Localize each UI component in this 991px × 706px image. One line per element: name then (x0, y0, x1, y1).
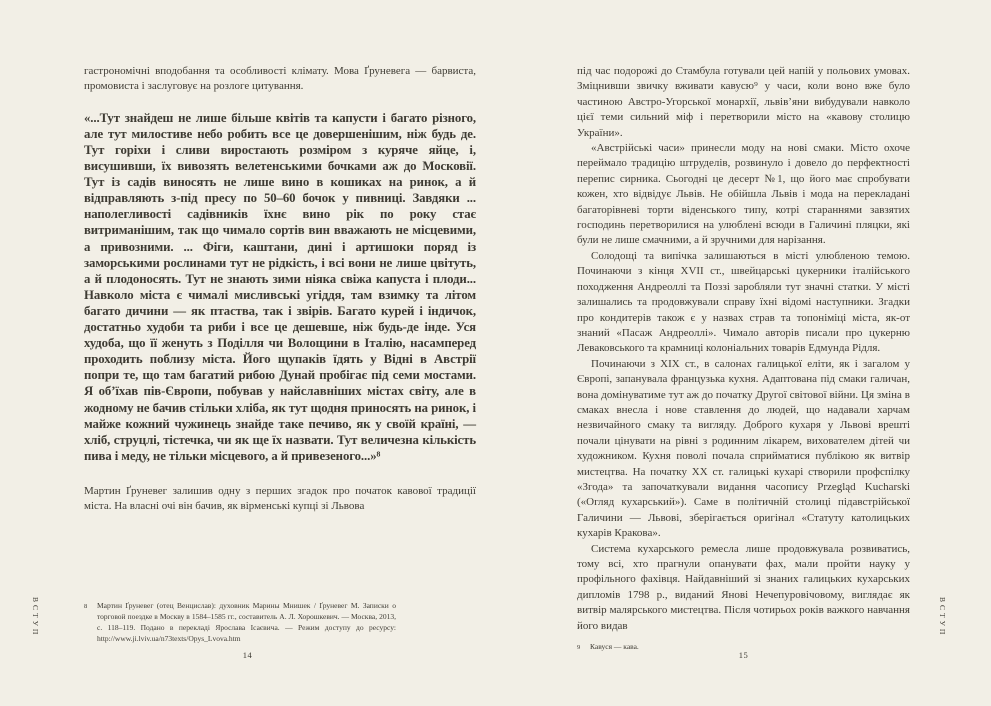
block-quote: «...Тут знайдеш не лише більше квітів та капусти і багато різного, але тут милостиве небо робить все це довершенішим, ніж будь де. Тут горіхи і сливи виростають розміром з куряче яйце, і, висушивши, їх вивозять велетенськими бочками аж до Московії. Тут із садів виносять не лише вино в кошиках на ринок, а й відправляють з-під пресу по 50–60 бочок у пивниці. Завдяки ... наполегливості садівників їхнє вино рік по року стає витриманішим, так що чимало сортів вин вважають не місцевими, а привозними. ... Фіги, каштани, дині і артишоки поряд із заморськими рослинами тут не рідкість, і всі вони не лише цвітуть, а й плодоносять. Тут не знають зими ніяка свіжа капуста і плоди... Навколо міста є чималі мисливські угіддя, там взимку та літом багато дичини — як птаства, так і звірів. Багато курей і індичок, достатньо худоби та риби і все це дешевше, ніж будь-де інде. Уся худоба, що її женуть з Поділля чи Волощини в Італію, насамперед проходить поблизу міста. Його щупаків їдять у Відні в Австрії попри те, що там багатий рибою Дунай пробігає під семи мостами. Я об’їхав пів-Європи, побував у найславніших містах світу, але в жодному не бачив стільки хліба, як тут щодня приносять на ринок, і майже кожний чужинець знайде таке печиво, як у своїй країні, — хліб, струцлі, тістечка, чи як ще їх назвати. Тут величезна кількість пива і меду, не тільки місцевого, а й привезеного...»⁸ (84, 110, 476, 463)
page-number-right: 15 (738, 650, 749, 660)
running-head-right: ВСТУП (938, 597, 947, 638)
paragraph: «Австрійські часи» принесли моду на нові смаки. Місто охоче переймало традицію штруделів, розвинуло і довело до перфектності перепис сирника. Сьогодні це десерт №1, що його має спробувати кожен, хто відвідує Львів. Не обійшла Львів і мода на перекладані багаторівневі торти віденського типу, котрі стараннями завзятих господинь перетворилися на улюблені всюди в Галичині пляцки, які були не лише смачними, а й зручними для нарізання. (577, 142, 910, 247)
footnote-8 (84, 600, 396, 644)
footnote-text: Кавуся — кава. (590, 642, 639, 651)
paragraph: Солодощі та випічка залишаються в місті улюбленою темою. Починаючи з кінця XVII ст., швейцарські цукерники італійського походження Андреоллі та Поззі заробляли тут значні статки. У місті залишались та продовжували справу їхні відомі наступники. Згадки про кондитерів також є у назвах страв та топоніміці міста, як-от знаний «Пасаж Андреоллі». Чимало авторів писали про цукерню Леваковського та крамниці колоніальних товарів Едмунда Рідля. (577, 249, 910, 355)
footnote-marker: 8 (84, 603, 88, 610)
paragraph: Починаючи з XIX ст., в салонах галицької еліти, як і загалом у Європі, запанувала французька кухня. Адаптована під смаки галичан, вона домінуватиме тут аж до початку Другої світової війни. Ця зміна в смаках внесла і нове ставлення до людей, що надавали харчам незвичайного смаку та вигляду. Доброго кухаря у Львові врешті почали цінувати на рівні з родинним лікарем, вихователем дітей чи художником. Кухня поволі почала сприйматися публікою як витвір мистецтва. На початку XX ст. галицькі кухарі створили профспілку «Згода» та започаткували видання часопису Przegląd Kucharski («Огляд кухарський»). Саме в політичній столиці підавстрійської Галичини — Львові, зберігається оригінал «Статуту католицьких кухарів Кракова». (577, 357, 910, 540)
footnote-text: Мартин Ґруневег (отец Венцислав): духовник Марины Мнишек / Ґруневег М. Записки о торговой поездке в Москву в 1584–1585 гг., составитель А. Л. Хорошкевич. — Москва, 2013, с. 118–119. Подано в перекладі Ярослава Ісаєвича. — Режим доступу до ресурсу: http://www.ji.lviv.ua/n73texts/Opys_Lvova.htm (97, 601, 396, 643)
page-number-left: 14 (242, 650, 253, 660)
paragraph: Система кухарського ремесла лише продовжувала розвиватись, тому всі, хто прагнули опанувати фах, мали пройти науку у профільного фахівця. Найдавніший зі знаних галицьких кухарських дипломів 1798 р., виданий Янові Нечепуровічовому, виглядає як витвір малярського мистецтва. Після чотирьох років важкого навчання його видав (577, 542, 910, 632)
right-text-column (577, 64, 910, 634)
paragraph: під час подорожі до Стамбула готували цей напій у польових умовах. Зміцнивши звичку вживати кавусю⁹ у часи, коли воно вже було частиною Австро-Угорської монархії, львів’яни вибудували навколо цієї теми сильний міф і перетворили місто на «кавову столицю України». (577, 65, 910, 139)
footnote-marker: 9 (577, 644, 581, 651)
running-head-left: ВСТУП (31, 597, 40, 638)
left-text-column (84, 64, 476, 515)
outro-paragraph: Мартин Ґруневег залишив одну з перших згадок про початок кавової традиції міста. На власні очі він бачив, як вірменські купці зі Львова (84, 484, 476, 513)
intro-paragraph: гастрономічні вподобання та особливості клімату. Мова Ґруневега — барвиста, промовиста і заслуговує на розлоге цитування. (84, 65, 476, 93)
